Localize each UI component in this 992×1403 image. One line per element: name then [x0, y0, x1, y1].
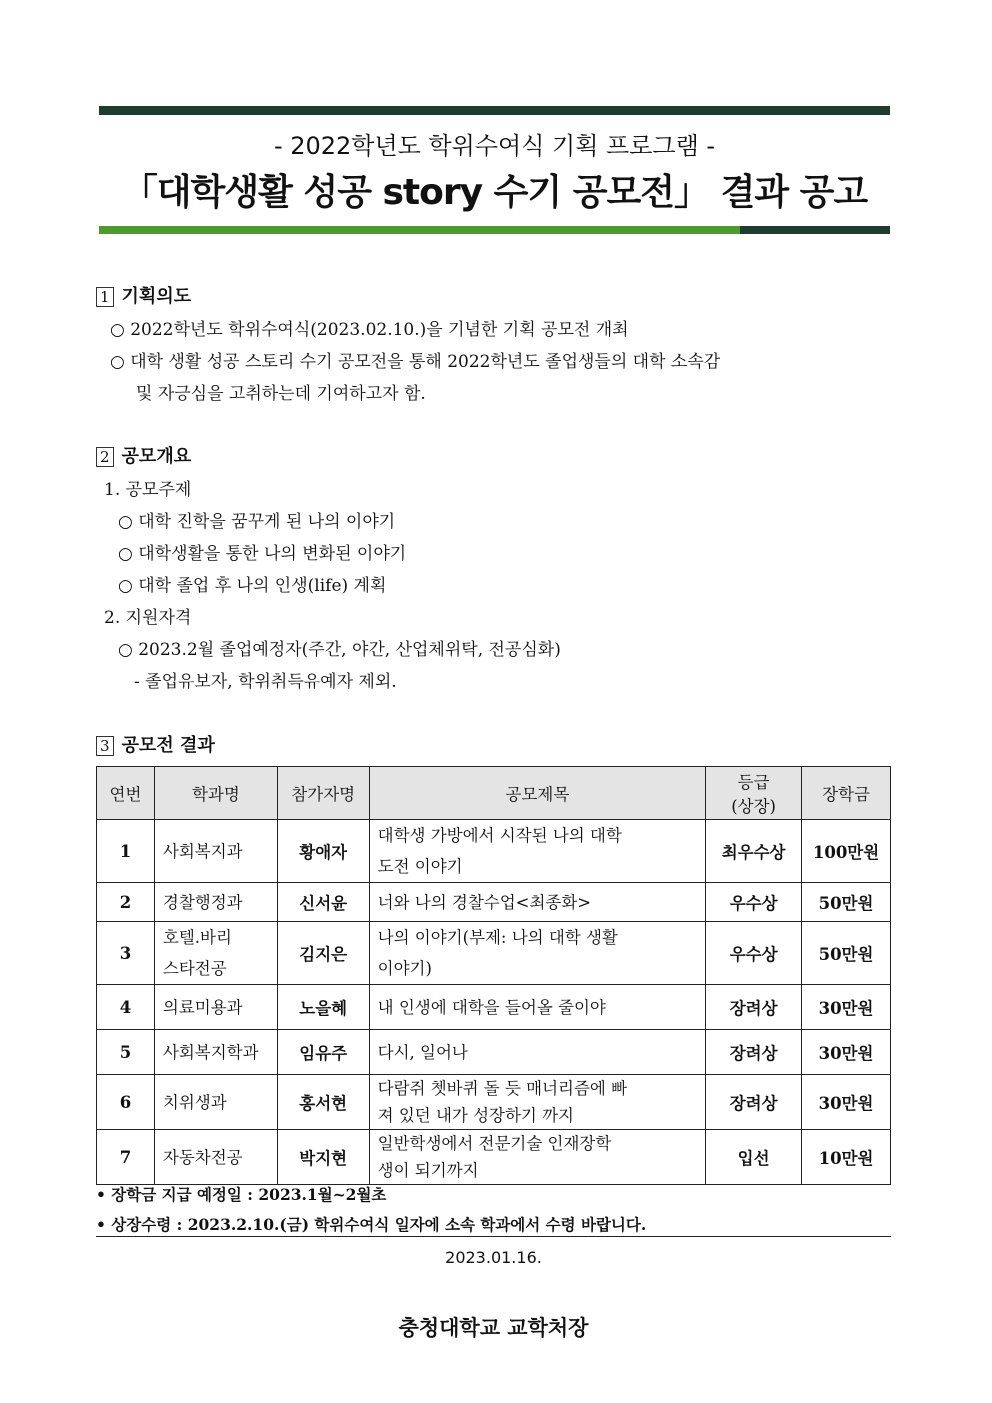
cell-dept: 자동차전공 — [154, 1130, 277, 1185]
cell-title-line: 이야기) — [377, 959, 432, 978]
cell-prize: 10만원 — [802, 1130, 891, 1185]
cell-grade: 장려상 — [706, 1030, 802, 1075]
results-table — [96, 766, 891, 1185]
table-row — [97, 1030, 891, 1075]
cell-title — [369, 820, 706, 883]
header-grade-line2: (상장) — [731, 797, 776, 816]
cell-title-line: 대학생 가방에서 시작된 나의 대학 — [377, 826, 622, 845]
notice-date: 2023.01.16. — [445, 1248, 542, 1267]
topic-item: ○ 대학 졸업 후 나의 인생(life) 계획 — [118, 576, 387, 596]
header-top-bar — [99, 106, 890, 115]
document-title: 「대학생활 성공 story 수기 공모전」 결과 공고 — [121, 172, 868, 213]
cell-name: 황애자 — [277, 820, 369, 883]
cell-dept-line: 호텔.바리 — [162, 928, 232, 947]
table-row — [97, 1130, 891, 1185]
cell-grade: 우수상 — [706, 883, 802, 922]
section-number: 3 — [96, 736, 114, 756]
cell-no: 5 — [97, 1030, 155, 1075]
cell-name: 노을혜 — [277, 985, 369, 1030]
cell-name: 임유주 — [277, 1030, 369, 1075]
note-award-pickup: • 상장수령 : 2023.2.10.(금) 학위수여식 일자에 소속 학과에서 수령 바랍니다. — [96, 1215, 647, 1234]
table-row — [97, 985, 891, 1030]
section-number: 1 — [96, 287, 114, 307]
cell-grade: 장려상 — [706, 985, 802, 1030]
cell-no: 6 — [97, 1075, 155, 1130]
cell-dept-line: 스타전공 — [162, 959, 227, 978]
cell-prize: 50만원 — [802, 922, 891, 985]
header-prize: 장학금 — [802, 767, 891, 820]
eligibility-item: ○ 2023.2월 졸업예정자(주간, 야간, 산업체위탁, 전공심화) — [118, 640, 561, 660]
cell-no: 1 — [97, 820, 155, 883]
cell-title — [369, 1075, 706, 1130]
section-heading-intent — [96, 282, 191, 308]
cell-name: 김지은 — [277, 922, 369, 985]
cell-title-line: 져 있던 내가 성장하기 까지 — [377, 1106, 574, 1125]
cell-title: 내 인생에 대학을 들어올 줄이야 — [369, 985, 706, 1030]
cell-prize: 30만원 — [802, 985, 891, 1030]
header-no: 연번 — [97, 767, 155, 820]
cell-title: 다시, 일어나 — [369, 1030, 706, 1075]
cell-grade: 입선 — [706, 1130, 802, 1185]
cell-grade: 우수상 — [706, 922, 802, 985]
header-title: 공모제목 — [369, 767, 706, 820]
table-row — [97, 820, 891, 883]
cell-no: 2 — [97, 883, 155, 922]
cell-no: 7 — [97, 1130, 155, 1185]
section-title: 기획의도 — [121, 286, 192, 307]
intent-item-continued: 및 자긍심을 고취하는데 기여하고자 함. — [136, 384, 426, 404]
cell-dept: 의료미용과 — [154, 985, 277, 1030]
document-subtitle: - 2022학년도 학위수여식 기획 프로그램 - — [273, 132, 716, 160]
cell-title-line: 생이 되기까지 — [377, 1161, 479, 1180]
note-scholarship-date: • 장학금 지급 예정일 : 2023.1월~2월초 — [96, 1185, 387, 1204]
cell-title-line: 도전 이야기 — [377, 857, 463, 876]
subheading-topic: 1. 공모주제 — [104, 480, 192, 500]
table-row — [97, 1075, 891, 1130]
section-title: 공모전 결과 — [121, 735, 215, 756]
cell-dept: 경찰행정과 — [154, 883, 277, 922]
cell-name: 박지현 — [277, 1130, 369, 1185]
cell-dept — [154, 922, 277, 985]
header-grade-line1: 등급 — [737, 773, 770, 792]
cell-dept: 치위생과 — [154, 1075, 277, 1130]
cell-title-line: 일반학생에서 전문기술 인재장학 — [377, 1134, 612, 1153]
section-title: 공모개요 — [121, 446, 192, 467]
intent-item: ○ 2022학년도 학위수여식(2023.02.10.)을 기념한 기획 공모전 개최 — [110, 320, 629, 340]
cell-grade: 장려상 — [706, 1075, 802, 1130]
cell-prize: 100만원 — [802, 820, 891, 883]
cell-dept: 사회복지학과 — [154, 1030, 277, 1075]
table-row — [97, 922, 891, 985]
cell-no: 3 — [97, 922, 155, 985]
section-heading-results — [96, 731, 215, 757]
section-heading-overview — [96, 442, 191, 468]
header-grade — [706, 767, 802, 820]
cell-no: 4 — [97, 985, 155, 1030]
footer-rule — [96, 1236, 891, 1237]
topic-item: ○ 대학 진학을 꿈꾸게 된 나의 이야기 — [118, 512, 396, 532]
intent-item: ○ 대학 생활 성공 스토리 수기 공모전을 통해 2022학년도 졸업생들의 대학 소속감 — [110, 352, 721, 372]
cell-name: 홍서현 — [277, 1075, 369, 1130]
cell-title — [369, 1130, 706, 1185]
header-bottom-bar — [99, 226, 890, 234]
cell-prize: 30만원 — [802, 1030, 891, 1075]
cell-title-line: 나의 이야기(부제: 나의 대학 생활 — [377, 928, 618, 947]
cell-name: 신서윤 — [277, 883, 369, 922]
header-name: 참가자명 — [277, 767, 369, 820]
cell-title — [369, 922, 706, 985]
header-bar-accent — [740, 226, 890, 234]
signer: 충청대학교 교학처장 — [398, 1315, 589, 1340]
topic-item: ○ 대학생활을 통한 나의 변화된 이야기 — [118, 544, 407, 564]
header-dept: 학과명 — [154, 767, 277, 820]
subheading-eligibility: 2. 지원자격 — [104, 608, 192, 628]
cell-title: 너와 나의 경찰수업<최종화> — [369, 883, 706, 922]
cell-grade: 최우수상 — [706, 820, 802, 883]
cell-prize: 50만원 — [802, 883, 891, 922]
eligibility-exclusion: - 졸업유보자, 학위취득유예자 제외. — [134, 672, 397, 692]
cell-title-line: 다람쥐 쳇바퀴 돌 듯 매너리즘에 빠 — [377, 1079, 628, 1098]
section-number: 2 — [96, 447, 114, 467]
table-header-row — [97, 767, 891, 820]
table-row — [97, 883, 891, 922]
cell-dept: 사회복지과 — [154, 820, 277, 883]
cell-prize: 30만원 — [802, 1075, 891, 1130]
